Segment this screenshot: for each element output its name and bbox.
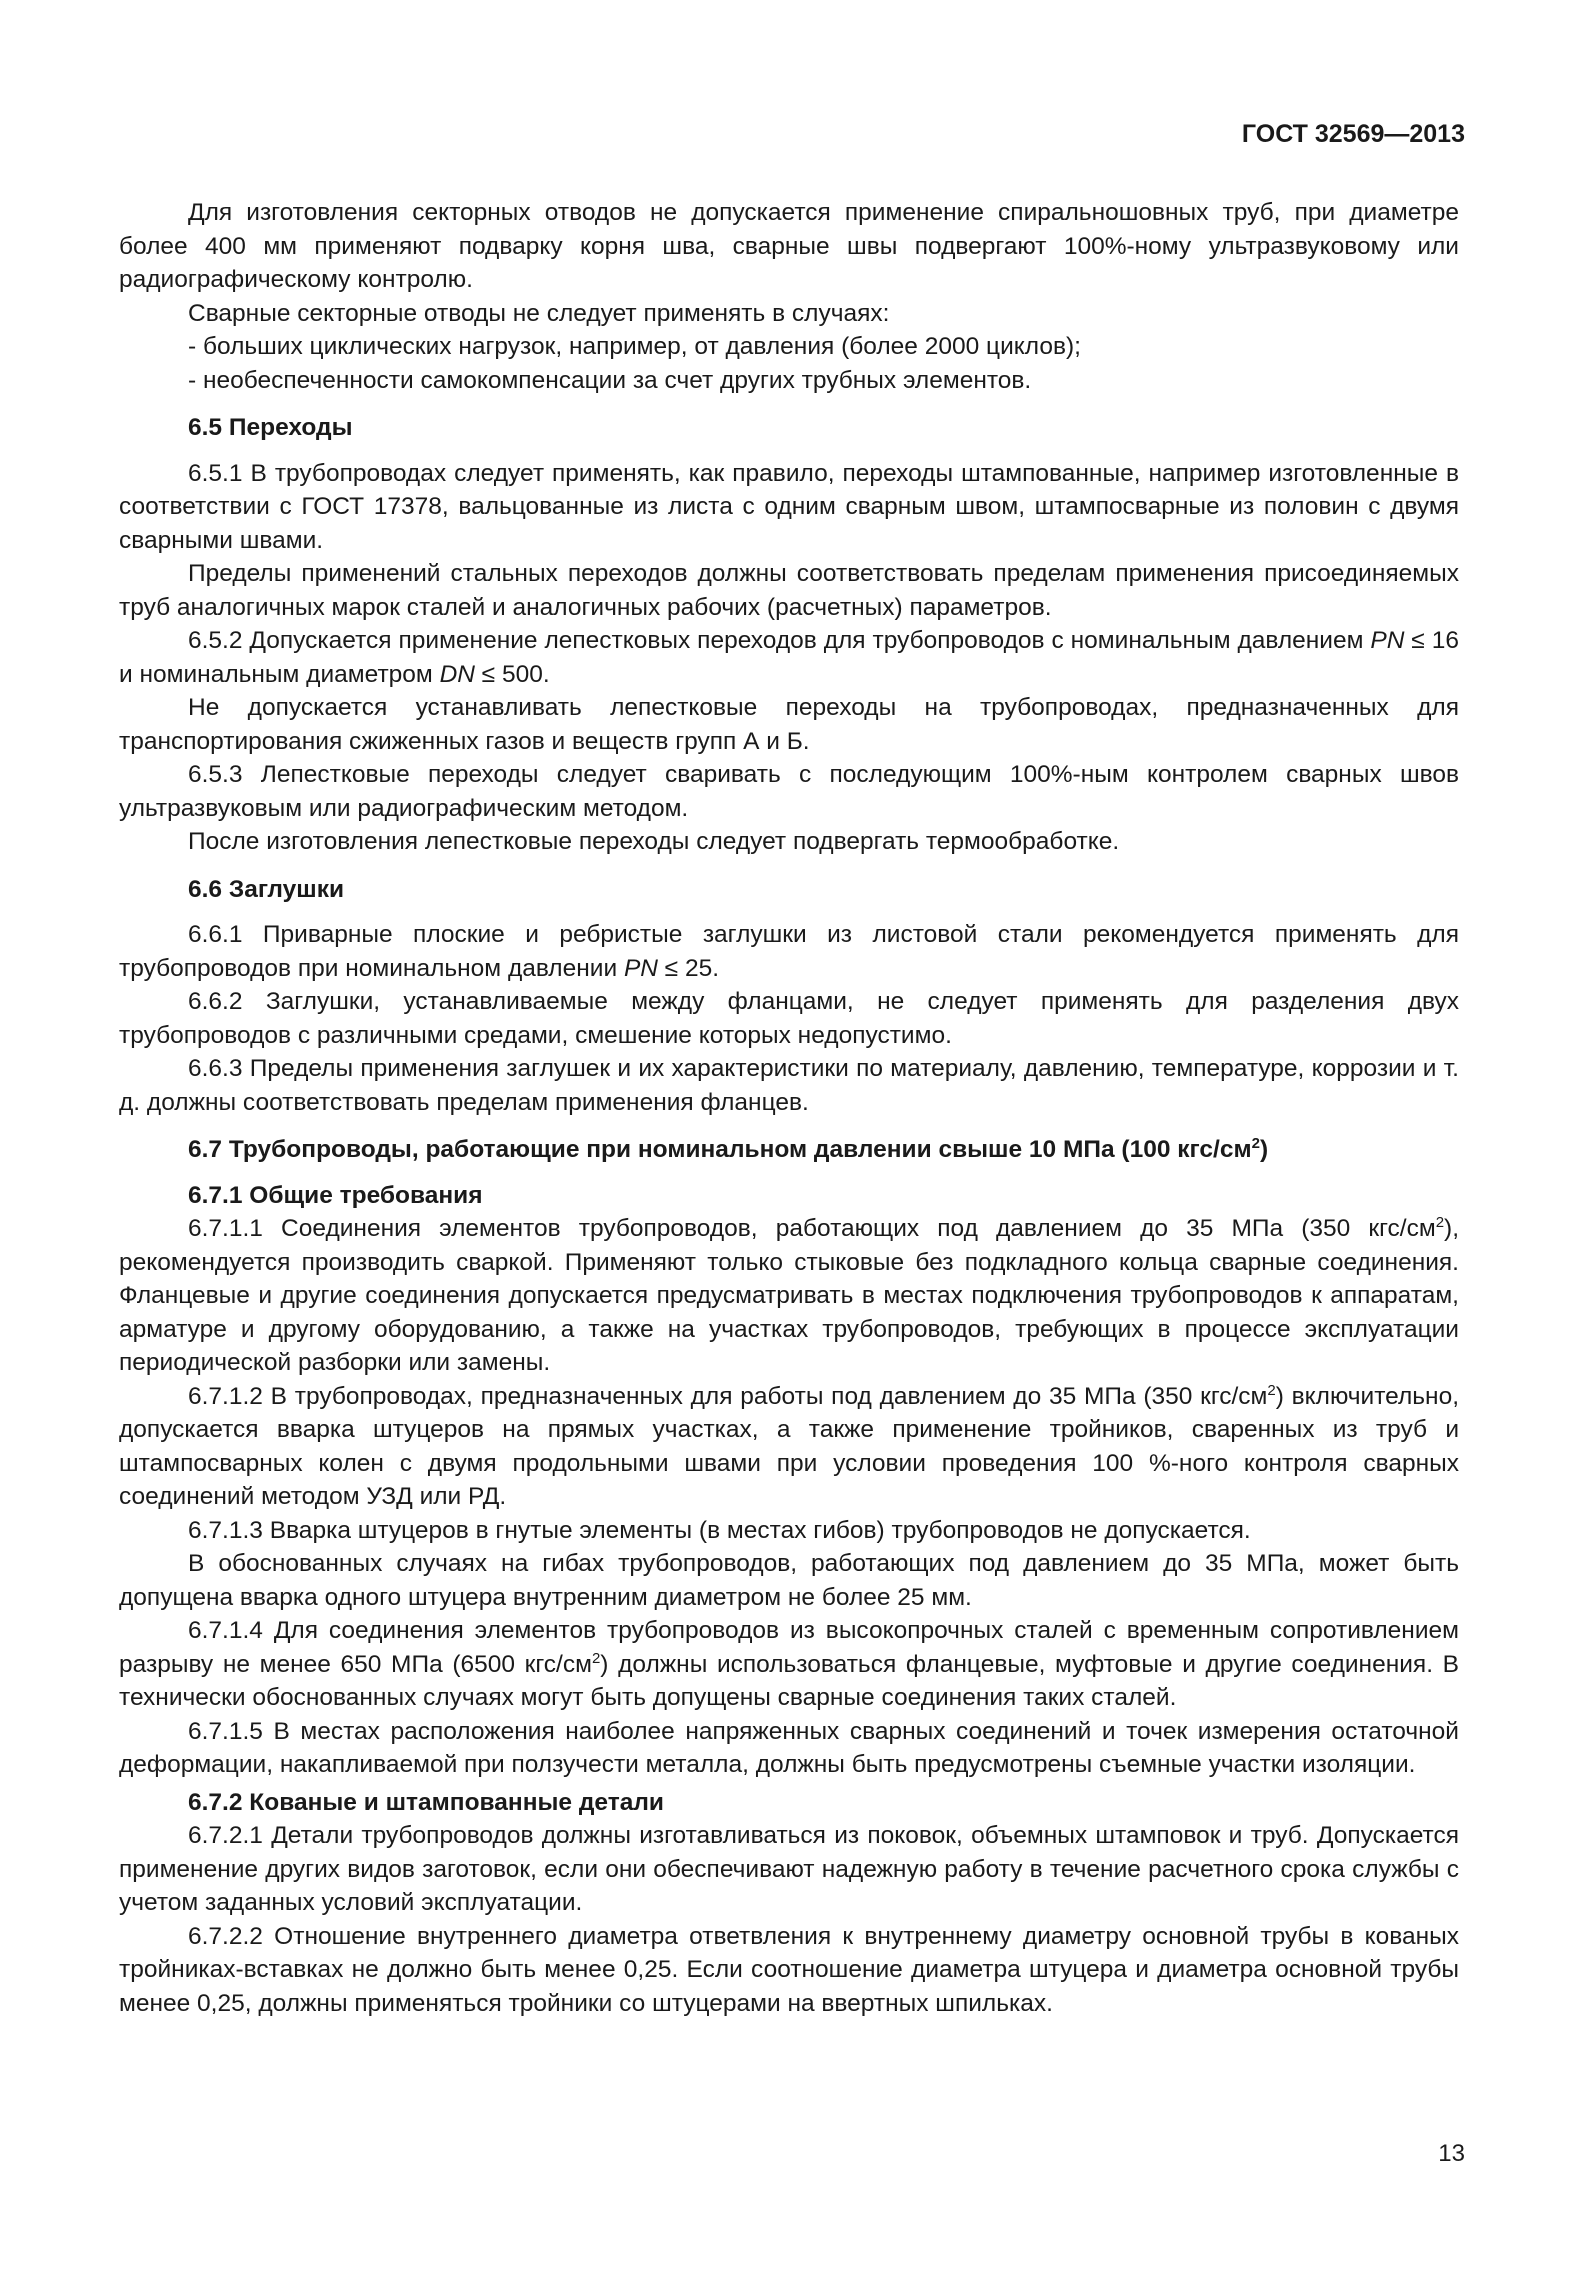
paragraph <box>119 624 1459 691</box>
paragraph: 6.6.3 Пределы применения заглушек и их характеристики по материалу, давлению, температуре, коррозии и т. д. должны соответствовать пределам применения фланцев. <box>119 1055 1459 1116</box>
paragraph: 6.6.2 Заглушки, устанавливаемые между фланцами, не следует применять для разделения двух трубопроводов с различными средами, смешение которых недопустимо. <box>119 988 1459 1049</box>
paragraph: Пределы применений стальных переходов должны соответствовать пределам применения присоединяемых труб аналогичных марок сталей и аналогичных рабочих (расчетных) параметров. <box>119 560 1459 621</box>
paragraph: 6.7.2.1 Детали трубопроводов должны изготавливаться из поковок, объемных штамповок и труб. Допускается применение других видов заготовок, если они обеспечивают надежную работу в течение расчетного срока службы с учетом заданных условий эксплуатации. <box>119 1822 1459 1916</box>
document-body <box>119 196 1459 2020</box>
superscript: 2 <box>1435 1214 1445 1231</box>
text-run: 6.7.1.4 Для соединения элементов трубопроводов из высокопрочных сталей с временным сопротивлением разрыву не менее 650 МПа (6500 кгс/см <box>119 1617 1459 1678</box>
text-run: 6.6.1 Приварные плоские и ребристые заглушки из листовой стали рекомендуется применять для трубопроводов при номинальном давлении <box>119 921 1459 982</box>
paragraph: Для изготовления секторных отводов не допускается применение спиральношовных труб, при диаметре более 400 мм применяют подварку корня шва, сварные швы подвергают 100%-ному ультразвуковому или радиографическому контролю. <box>119 199 1459 293</box>
subsection-heading: 6.7.2 Кованые и штампованные детали <box>188 1788 664 1816</box>
text-run: ) включительно, допускается вварка штуцеров на прямых участках, а также применение тройников, сваренных из труб и штампосварных колен с двумя продольными швами при условии проведения 100 %-ного контроля сварных соединений методом УЗД или РД. <box>119 1382 1460 1510</box>
text-run: 6.5.2 Допускается применение лепестковых переходов для трубопроводов с номинальным давлением <box>188 627 1371 654</box>
document-header: ГОСТ 32569—2013 <box>1241 120 1465 148</box>
list-item: - необеспеченности самокомпенсации за счет других трубных элементов. <box>188 366 1032 394</box>
paragraph <box>119 1380 1459 1514</box>
text-run: ), рекомендуется производить сваркой. Применяют только стыковые без подкладного кольца сварные соединения. Фланцевые и другие соединения допускается предусматривать в местах подключения трубопроводов к аппаратам, арматуре и другому оборудованию, а также на участках трубопроводов, требующих в процессе эксплуатации периодической разборки или замены. <box>119 1215 1459 1376</box>
text-run: ≤ 16 и номинальным диаметром <box>119 627 1459 688</box>
paragraph: Не допускается устанавливать лепестковые переходы на трубопроводах, предназначенных для транспортирования сжиженных газов и веществ групп А и Б. <box>119 694 1459 755</box>
paragraph: 6.7.2.2 Отношение внутреннего диаметра ответвления к внутреннему диаметру основной трубы в кованых тройниках-вставках не должно быть менее 0,25. Если соотношение диаметра штуцера и диаметра основной трубы менее 0,25, должны применяться тройники со штуцерами на ввертных шпильках. <box>119 1922 1459 2017</box>
paragraph: 6.7.1.3 Вварка штуцеров в гнутые элементы (в местах гибов) трубопроводов не допускается. <box>188 1516 1251 1544</box>
paragraph <box>119 918 1459 985</box>
text-run: 6.7.1.1 Соединения элементов трубопроводов, работающих под давлением до 35 МПа (350 кгс/см <box>188 1215 1436 1242</box>
text-run: ≤ 500. <box>474 660 550 688</box>
text-run: ≤ 25. <box>658 954 720 982</box>
section-heading <box>119 1133 1459 1167</box>
section-heading: 6.5 Переходы <box>188 414 353 441</box>
subsection-heading: 6.7.1 Общие требования <box>188 1181 483 1209</box>
paragraph <box>119 1614 1459 1715</box>
list-item: - больших циклических нагрузок, например, от давления (более 2000 циклов); <box>188 333 1081 360</box>
symbol-dn: DN <box>439 660 475 688</box>
symbol-pn: PN <box>623 954 658 982</box>
text-run: ) должны использоваться фланцевые, муфтовые и другие соединения. В технически обоснованных случаях могут быть допущены сварные соединения таких сталей. <box>119 1650 1459 1711</box>
paragraph <box>119 1212 1459 1380</box>
text-run: 6.7 Трубопроводы, работающие при номинальном давлении свыше 10 МПа (100 кгс/см <box>188 1136 1252 1163</box>
superscript: 2 <box>591 1649 601 1667</box>
text-run: 6.7.1.2 В трубопроводах, предназначенных для работы под давлением до 35 МПа (350 кгс/см <box>188 1382 1268 1410</box>
page-number: 13 <box>1438 2140 1465 2167</box>
paragraph: После изготовления лепестковые переходы следует подвергать термообработке. <box>188 828 1120 855</box>
symbol-pn: PN <box>1370 627 1405 654</box>
paragraph: 6.5.3 Лепестковые переходы следует сваривать с последующим 100%-ным контролем сварных швов ультразвуковым или радиографическим методом. <box>119 761 1459 822</box>
superscript: 2 <box>1267 1381 1276 1399</box>
superscript: 2 <box>1251 1135 1260 1152</box>
paragraph: Сварные секторные отводы не следует применять в случаях: <box>188 299 890 327</box>
paragraph: 6.7.1.5 В местах расположения наиболее напряженных сварных соединений и точек измерения остаточной деформации, накапливаемой при ползучести металла, должны быть предусмотрены съемные участки изоляции. <box>119 1717 1459 1778</box>
text-run: ) <box>1259 1136 1269 1163</box>
paragraph: 6.5.1 В трубопроводах следует применять, как правило, переходы штампованные, например изготовленные в соответствии с ГОСТ 17378, вальцованные из листа с одним сварным швом, штампосварные из половин с двумя сварными швами. <box>119 459 1459 554</box>
section-heading: 6.6 Заглушки <box>188 875 345 903</box>
paragraph: В обоснованных случаях на гибах трубопроводов, работающих под давлением до 35 МПа, может быть допущена вварка одного штуцера внутренним диаметром не более 25 мм. <box>119 1550 1459 1611</box>
